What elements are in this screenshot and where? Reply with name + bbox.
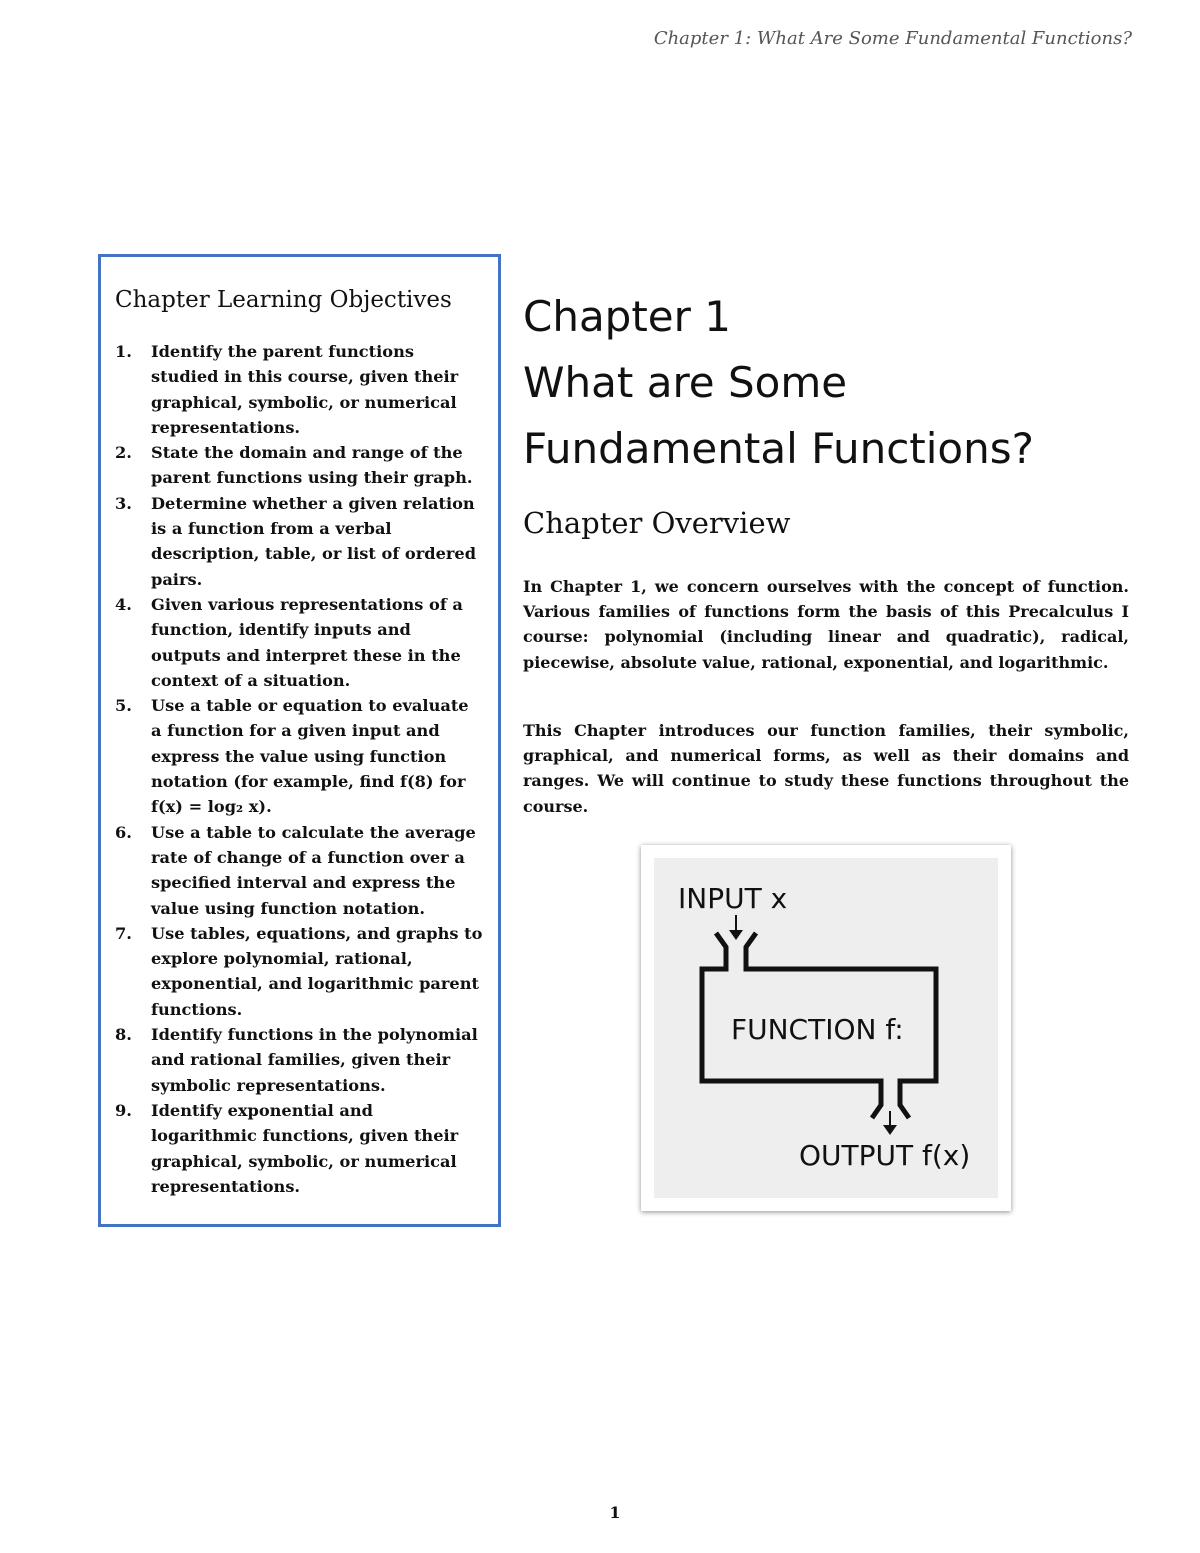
objective-number: 4.	[115, 594, 132, 614]
chapter-title-line: Fundamental Functions?	[523, 424, 1034, 473]
objective-item	[115, 339, 484, 440]
function-machine-diagram	[641, 845, 1011, 1211]
input-label: INPUT x	[678, 882, 788, 915]
objective-text: Identify functions in the polynomial and rational families, given their symbolic representations.	[151, 1025, 478, 1095]
objective-item	[115, 1022, 484, 1098]
function-machine-figure	[641, 845, 1011, 1211]
objective-text: Use tables, equations, and graphs to explore polynomial, rational, exponential, and logarithmic parent functions.	[151, 923, 483, 1019]
objective-number: 1.	[115, 342, 132, 361]
objective-number: 7.	[115, 923, 132, 943]
objectives-list	[115, 339, 484, 1199]
objective-item	[115, 820, 484, 921]
objective-number: 3.	[115, 493, 132, 513]
running-header: Chapter 1: What Are Some Fundamental Functions?	[653, 28, 1132, 49]
objective-text: Use a table or equation to evaluate a function for a given input and express the value using function notation (for example, find f(8) for f(x) = log₂ x).	[151, 696, 469, 817]
output-label: OUTPUT f(x)	[799, 1139, 971, 1172]
objective-text: Identify exponential and logarithmic functions, given their graphical, symbolic, or numerical representations.	[151, 1100, 459, 1196]
objective-text: State the domain and range of the parent functions using their graph.	[151, 443, 473, 488]
objective-number: 8.	[115, 1025, 132, 1045]
objective-item	[115, 1098, 484, 1199]
objective-item	[115, 921, 484, 1022]
objective-item	[115, 491, 484, 592]
chapter-title	[523, 284, 1143, 482]
objective-text: Use a table to calculate the average rate of change of a function over a specified interval and express the value using function notation.	[151, 822, 476, 918]
objective-item	[115, 592, 484, 693]
page-number: 1	[609, 1503, 621, 1522]
objective-item	[115, 693, 484, 819]
objectives-title: Chapter Learning Objectives	[115, 287, 452, 313]
objective-text: Identify the parent functions studied in this course, given their graphical, symbolic, or numerical representations.	[151, 342, 459, 437]
overview-paragraph: In Chapter 1, we concern ourselves with the concept of function. Various families of functions form the basis of this Precalculus I course: polynomial (including linear and quadratic), radical, piecewise, absolute value, rational, exponential, and logarithmic.	[523, 577, 1129, 672]
objective-text: Determine whether a given relation is a function from a verbal description, table, or list of ordered pairs.	[151, 493, 477, 589]
objective-number: 9.	[115, 1100, 132, 1120]
objective-number: 2.	[115, 443, 132, 463]
objective-number: 6.	[115, 822, 132, 842]
overview-paragraph: This Chapter introduces our function families, their symbolic, graphical, and numerical forms, as well as their domains and ranges. We will continue to study these functions throughout the course.	[523, 721, 1129, 816]
function-label: FUNCTION f:	[731, 1013, 904, 1046]
overview-heading: Chapter Overview	[523, 506, 791, 540]
objective-text: Given various representations of a function, identify inputs and outputs and interpret these in the context of a situation.	[151, 594, 463, 690]
objective-number: 5.	[115, 696, 132, 716]
objective-item	[115, 440, 484, 491]
chapter-title-line: What are Some	[523, 358, 848, 407]
learning-objectives-box	[98, 254, 501, 1227]
chapter-title-line: Chapter 1	[523, 292, 731, 341]
